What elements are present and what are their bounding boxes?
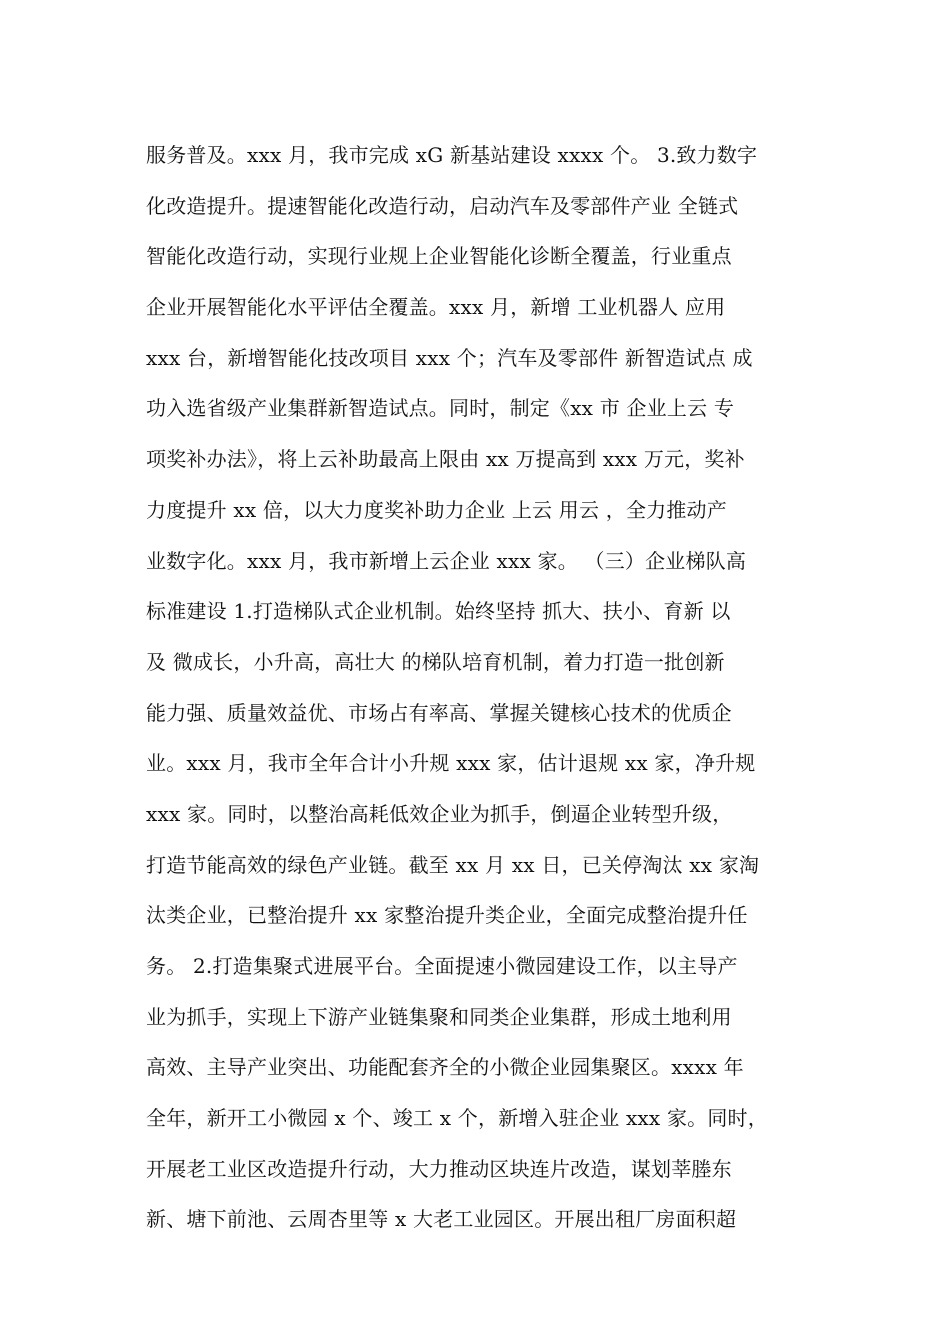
text-line: 功入选省级产业集群新智造试点。同时，制定《xx 市 企业上云 专 (146, 396, 735, 421)
text-line: 项奖补办法》，将上云补助最高上限由 xx 万提高到 xxx 万元，奖补 (146, 447, 745, 472)
text-line: 化改造提升。提速智能化改造行动，启动汽车及零部件产业 全链式 (146, 193, 739, 218)
text-line: 汰类企业，已整治提升 xx 家整治提升类企业，全面完成整治提升任 (146, 903, 748, 928)
text-line: 打造节能高效的绿色产业链。截至 xx 月 xx 日，已关停淘汰 xx 家淘 (146, 852, 760, 877)
text-line: 智能化改造行动，实现行业规上企业智能化诊断全覆盖，行业重点 (146, 244, 732, 269)
text-line: 业为抓手，实现上下游产业链集聚和同类企业集群，形成土地利用 (146, 1004, 732, 1029)
text-line: 标准建设 1.打造梯队式企业机制。始终坚持 抓大、扶小、育新 以 (146, 599, 731, 624)
text-line: 业数字化。xxx 月，我市新增上云企业 xxx 家。 （三）企业梯队高 (146, 548, 747, 573)
body-text (146, 130, 826, 1245)
text-line: xxx 家。同时，以整治高耗低效企业为抓手，倒逼企业转型升级， (146, 801, 733, 826)
text-line: 服务普及。xxx 月，我市完成 xG 新基站建设 xxxx 个。 3.致力数字 (146, 143, 758, 167)
text-line: 高效、主导产业突出、功能配套齐全的小微企业园集聚区。xxxx 年 (146, 1055, 744, 1080)
text-line: 能力强、质量效益优、市场占有率高、掌握关键核心技术的优质企 (146, 700, 732, 725)
text-line: 业。xxx 月，我市全年合计小升规 xxx 家，估计退规 xx 家，净升规 (146, 751, 756, 776)
text-line: 企业开展智能化水平评估全覆盖。xxx 月，新增 工业机器人 应用 (146, 295, 726, 320)
text-line: 新、塘下前池、云周杏里等 x 大老工业园区。开展出租厂房面积超 (146, 1207, 737, 1232)
text-line: xxx 台，新增智能化技改项目 xxx 个；汽车及零部件 新智造试点 成 (146, 345, 753, 370)
text-line: 全年，新开工小微园 x 个、竣工 x 个，新增入驻企业 xxx 家。同时， (146, 1106, 768, 1131)
text-line: 开展老工业区改造提升行动，大力推动区块连片改造，谋划莘塍东 (146, 1156, 732, 1181)
text-line: 及 微成长，小升高，高壮大 的梯队培育机制，着力打造一批创新 (146, 649, 725, 674)
text-line: 务。 2.打造集聚式进展平台。全面提速小微园建设工作，以主导产 (146, 954, 738, 978)
text-line: 力度提升 xx 倍，以大力度奖补助力企业 上云 用云 ，全力推动产 (146, 497, 727, 522)
